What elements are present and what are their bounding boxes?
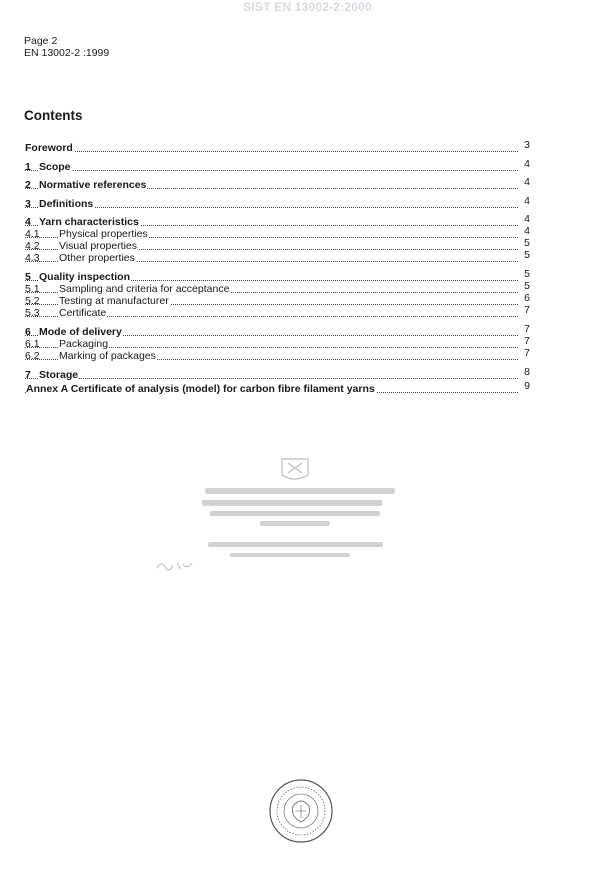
dot-leader [25, 170, 518, 171]
toc-entry [25, 195, 530, 210]
toc-entry-page: 5 [524, 280, 530, 292]
toc-entry [25, 158, 530, 173]
dot-leader [25, 378, 518, 379]
toc-entry-label: Marking of packages [59, 350, 156, 362]
toc-entry-label: Physical properties [59, 228, 148, 240]
toc-entry-page: 3 [524, 139, 530, 151]
toc-entry-number: 7 [25, 369, 31, 381]
toc-entry [25, 268, 530, 283]
toc-entry-number: 5.3 [25, 307, 40, 319]
toc-entry [25, 139, 530, 154]
toc-entry-page: 7 [524, 347, 530, 359]
toc-entry-page: 8 [524, 366, 530, 378]
toc-entry-label: Foreword [25, 142, 73, 154]
page-header [24, 35, 109, 59]
toc-entry-label: Annex A Certificate of analysis (model) for carbon fibre filament yarns [26, 383, 375, 395]
watermark: SIST EN 13002-2:2000 [243, 0, 372, 14]
toc-entry-label: Quality inspection [39, 271, 131, 283]
toc-entry-number: 5 [25, 271, 31, 283]
dot-leader [25, 207, 518, 208]
toc-entry [25, 366, 530, 381]
library-stamp [190, 455, 400, 570]
toc-entry-page: 7 [524, 304, 530, 316]
toc-entry-page: 4 [524, 195, 530, 207]
toc-entry-page: 5 [524, 237, 530, 249]
toc-entry [25, 292, 530, 307]
toc-entry-number: 4.1 [25, 228, 40, 240]
dot-leader [25, 151, 518, 152]
toc-entry-page: 4 [524, 158, 530, 170]
toc-entry-number: 5.2 [25, 295, 40, 307]
toc-entry-number: 6.1 [25, 338, 40, 350]
toc-entry-label: Storage [39, 369, 79, 381]
toc-entry-number: 2 [25, 179, 31, 191]
toc-entry-label: Normative references [39, 179, 147, 191]
toc-entry [25, 213, 530, 228]
toc-entry-number: 6 [25, 326, 31, 338]
toc-entry-page: 7 [524, 323, 530, 335]
toc-entry [25, 237, 530, 252]
page-label: Page 2 [24, 35, 58, 47]
toc-entry [25, 347, 530, 362]
toc-entry [25, 304, 530, 319]
stamp-emblem [282, 459, 308, 479]
toc-entry-number: 4 [25, 216, 31, 228]
toc-entry-label: Testing at manufacturer [59, 295, 169, 307]
toc-entry-number: 4.2 [25, 240, 40, 252]
toc-entry-number: 3 [25, 198, 31, 210]
toc-entry-page: 9 [524, 380, 530, 392]
handwritten-mark [155, 558, 195, 572]
toc-entry-number: 4.3 [25, 252, 40, 264]
toc-entry-number: 5.1 [25, 283, 40, 295]
official-seal [268, 778, 334, 844]
toc-entry-page: 5 [524, 249, 530, 261]
toc-entry-label: Mode of delivery [39, 326, 122, 338]
toc-entry-label: Packaging [59, 338, 109, 350]
toc-entry-label: Sampling and criteria for acceptance [59, 283, 230, 295]
toc-entry-label: Scope [39, 161, 71, 173]
toc-entry-page: 4 [524, 213, 530, 225]
toc-entry-label: Yarn characteristics [39, 216, 139, 228]
toc-entry-page: 4 [524, 176, 530, 188]
doc-reference: EN 13002-2 :1999 [24, 47, 110, 59]
toc-entry [25, 225, 530, 240]
toc-entry-number: 6.2 [25, 350, 40, 362]
toc-entry-label: Other properties [59, 252, 135, 264]
toc-entry-label: Certificate [59, 307, 107, 319]
toc-entry-page: 6 [524, 292, 530, 304]
toc-entry-page: 7 [524, 335, 530, 347]
toc-entry-label: Visual properties [59, 240, 138, 252]
toc-entry-number: 1 [25, 161, 31, 173]
toc-entry [25, 323, 530, 338]
toc-entry-label: Definitions [39, 198, 94, 210]
toc-entry [25, 380, 530, 395]
toc-entry-page: 4 [524, 225, 530, 237]
toc-entry-page: 5 [524, 268, 530, 280]
toc-entry [25, 249, 530, 264]
toc-entry [25, 176, 530, 191]
contents-title: Contents [24, 108, 83, 123]
toc-entry [25, 335, 530, 350]
toc-entry [25, 280, 530, 295]
